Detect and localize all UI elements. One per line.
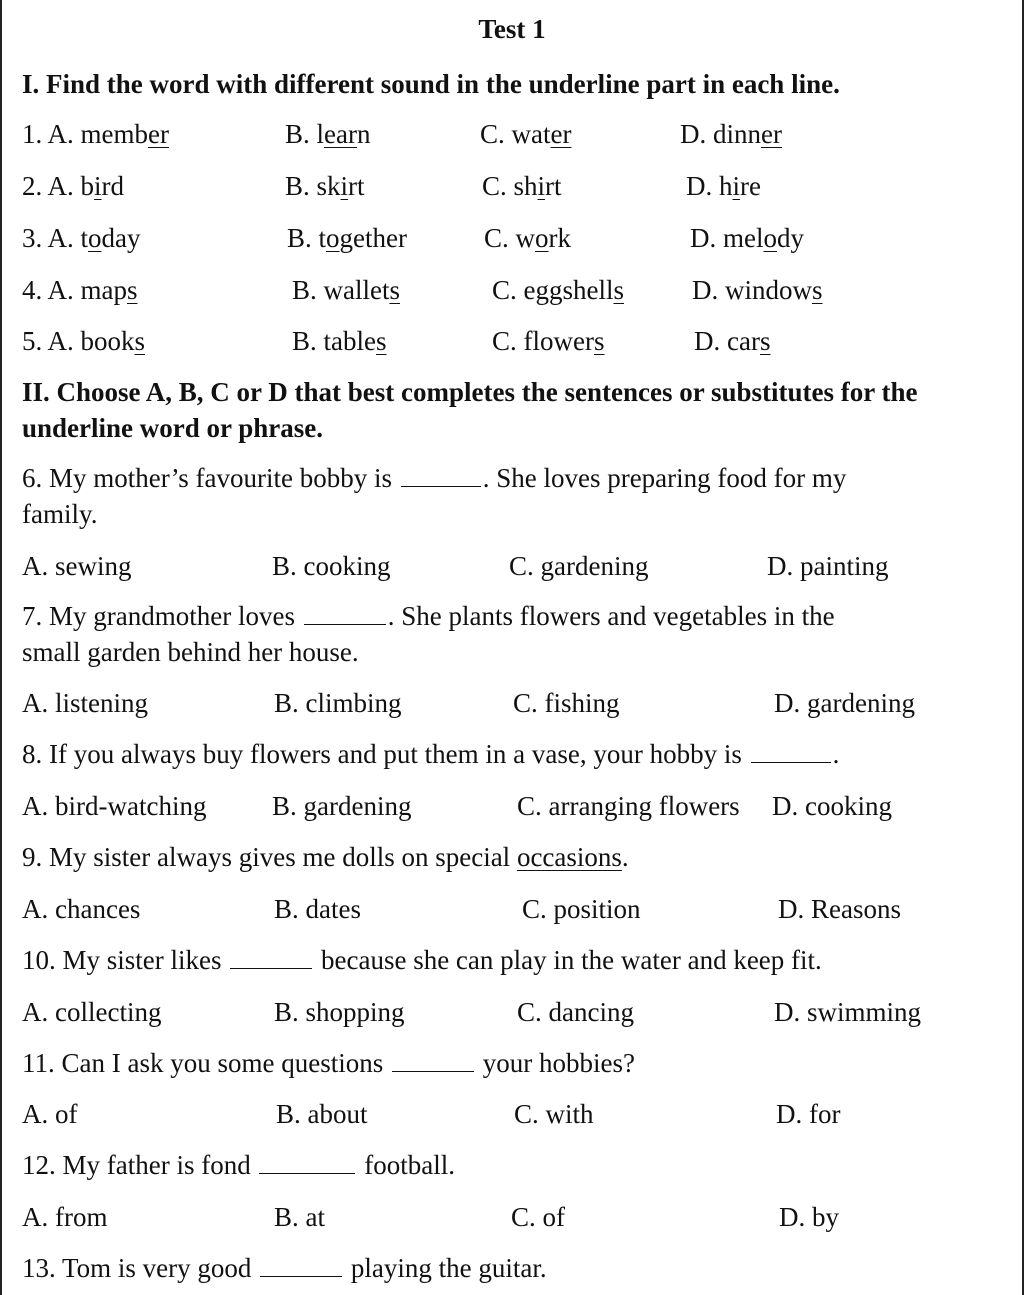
answer-blank: [392, 1049, 474, 1072]
question-3-option-d: D. melody: [690, 223, 804, 253]
question-11-option-d: D. for: [776, 1099, 841, 1129]
question-3-option-c: C. work: [484, 223, 572, 253]
question-4-option-a: 4. A. maps: [22, 275, 138, 305]
question-2-option-d: D. hire: [686, 171, 761, 201]
section-2-heading: II. Choose A, B, C or D that best completes the sentences or substitutes for the underline word or phrase.: [22, 377, 918, 443]
section-1-heading: I. Find the word with different sound in the underline part in each line.: [22, 69, 840, 99]
question-9-option-a: A. chances: [22, 894, 141, 924]
question-12-stem: 12. My father is fond football.: [22, 1150, 455, 1180]
question-5-option-b: B. tables: [292, 326, 387, 356]
question-8-option-a: A. bird-watching: [22, 791, 207, 821]
question-6-option-d: D. painting: [767, 551, 889, 581]
question-3-option-b: B. together: [287, 223, 407, 253]
question-1-option-b: B. learn: [285, 119, 371, 149]
question-2-option-b: B. skirt: [285, 171, 365, 201]
question-7-option-d: D. gardening: [774, 688, 915, 718]
question-7-stem: 7. My grandmother loves . She plants flowers and vegetables in the small garden behind her house.: [22, 601, 835, 667]
question-8-option-c: C. arranging flowers: [517, 791, 740, 821]
question-1-option-a: 1. A. member: [22, 119, 169, 149]
question-1-option-d: D. dinner: [680, 119, 782, 149]
question-2: [22, 166, 1022, 206]
question-9-option-c: C. position: [522, 894, 641, 924]
question-10-option-d: D. swimming: [774, 997, 922, 1027]
question-3: [22, 218, 1022, 258]
question-4: [22, 270, 1022, 310]
question-1: [22, 114, 1022, 154]
question-3-option-a: 3. A. today: [22, 223, 141, 253]
question-8-options: [22, 786, 1022, 826]
question-10-stem: 10. My sister likes because she can play in the water and keep fit.: [22, 945, 822, 975]
question-2-option-a: 2. A. bird: [22, 171, 125, 201]
question-12-option-b: B. at: [274, 1202, 325, 1232]
question-6-stem: 6. My mother’s favourite bobby is . She loves preparing food for my family.: [22, 463, 847, 529]
question-10-option-a: A. collecting: [22, 997, 162, 1027]
question-6-option-b: B. cooking: [272, 551, 391, 581]
question-8-stem: 8. If you always buy flowers and put them in a vase, your hobby is .: [22, 739, 840, 769]
answer-blank: [304, 602, 386, 625]
question-11-stem: 11. Can I ask you some questions your hobbies?: [22, 1048, 635, 1078]
answer-blank: [259, 1151, 355, 1174]
question-5-option-a: 5. A. books: [22, 326, 146, 356]
question-7-option-c: C. fishing: [513, 688, 620, 718]
page-title: Test 1: [478, 14, 546, 44]
question-12-option-d: D. by: [779, 1202, 839, 1232]
question-12-option-a: A. from: [22, 1202, 108, 1232]
question-6-option-c: C. gardening: [509, 551, 649, 581]
question-12-options: [22, 1197, 1022, 1237]
question-11-options: [22, 1094, 1022, 1134]
question-2-option-c: C. shirt: [482, 171, 562, 201]
question-5: [22, 321, 1022, 361]
question-10-option-b: B. shopping: [274, 997, 405, 1027]
question-12-option-c: C. of: [511, 1202, 565, 1232]
question-11-option-b: B. about: [276, 1099, 368, 1129]
question-13-stem: 13. Tom is very good playing the guitar.: [22, 1253, 547, 1283]
question-10-options: [22, 992, 1022, 1032]
question-9-stem: 9. My sister always gives me dolls on special occasions.: [22, 842, 629, 872]
question-11-option-a: A. of: [22, 1099, 78, 1129]
question-6-options: [22, 546, 1022, 586]
answer-blank: [230, 946, 312, 969]
question-9-option-b: B. dates: [274, 894, 361, 924]
question-7-options: [22, 683, 1022, 723]
question-6-option-a: A. sewing: [22, 551, 132, 581]
question-7-option-b: B. climbing: [274, 688, 402, 718]
question-5-option-d: D. cars: [694, 326, 771, 356]
answer-blank: [260, 1254, 342, 1277]
question-8-option-b: B. gardening: [272, 791, 412, 821]
answer-blank: [751, 740, 831, 763]
question-7-option-a: A. listening: [22, 688, 148, 718]
question-11-option-c: C. with: [514, 1099, 594, 1129]
question-4-option-c: C. eggshells: [492, 275, 625, 305]
answer-blank: [401, 464, 481, 487]
question-4-option-b: B. wallets: [292, 275, 400, 305]
question-4-option-d: D. windows: [692, 275, 823, 305]
question-1-option-c: C. water: [480, 119, 572, 149]
question-8-option-d: D. cooking: [772, 791, 892, 821]
question-9-options: [22, 889, 1022, 929]
question-9-option-d: D. Reasons: [778, 894, 901, 924]
question-5-option-c: C. flowers: [492, 326, 605, 356]
question-10-option-c: C. dancing: [517, 997, 634, 1027]
